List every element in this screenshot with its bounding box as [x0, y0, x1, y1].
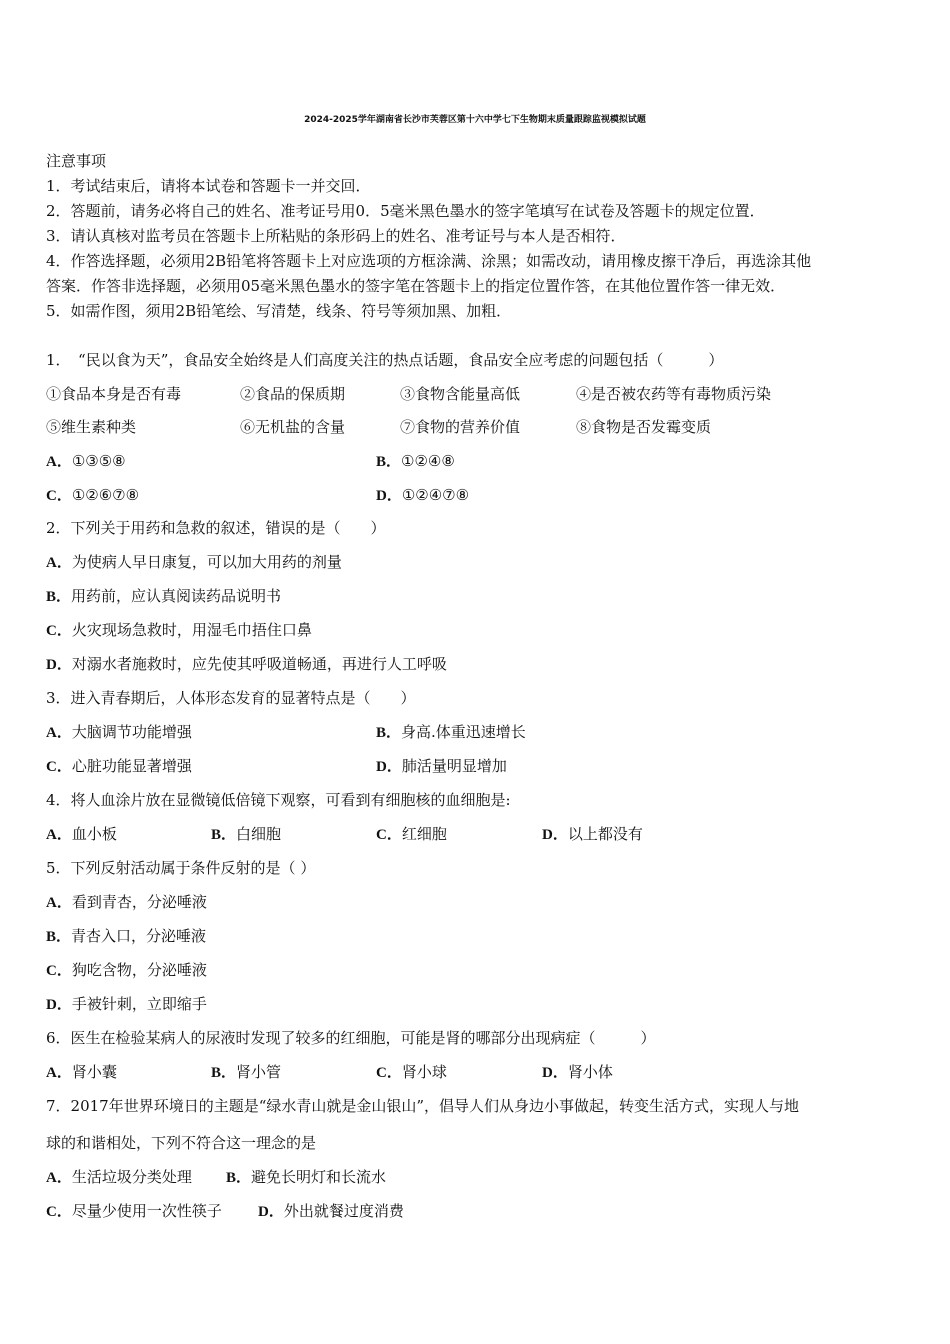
q1-item: ⑦食物的营养价值: [400, 418, 521, 436]
q5-option-b: [46, 927, 206, 946]
question-2-stem: 2．下列关于用药和急救的叙述，错误的是（ ）: [46, 519, 386, 537]
question-5-stem: 5．下列反射活动属于条件反射的是（ ）: [46, 859, 316, 877]
option-label: A．: [46, 555, 72, 571]
option-text: 尽量少使用一次性筷子: [71, 1202, 222, 1220]
option-label: D．: [376, 759, 402, 775]
q2-option-c: [46, 621, 312, 640]
note-item: 答案．作答非选择题，必须用05毫米黑色墨水的签字笔在答题卡上的指定位置作答，在其他位置作答一律无效．: [46, 277, 786, 295]
q7-option-a: [46, 1168, 192, 1187]
option-text: 狗吃含物，分泌唾液: [71, 961, 207, 979]
option-label: D．: [542, 827, 568, 843]
option-text: ①③⑤⑧: [71, 452, 126, 470]
q3-option-c: [46, 757, 192, 776]
option-label: A．: [46, 1170, 72, 1186]
q1-item: ⑤维生素种类: [46, 418, 137, 436]
note-item: 1．考试结束后，请将本试卷和答题卡一并交回．: [46, 177, 371, 195]
question-4-stem: 4．将人血涂片放在显微镜低倍镜下观察，可看到有细胞核的血细胞是:: [46, 791, 511, 809]
q3-option-a: [46, 723, 192, 742]
option-label: B．: [211, 827, 237, 843]
question-7-stem: 7．2017年世界环境日的主题是“绿水青山就是金山银山”，倡导人们从身边小事做起，转变生活方式，实现人与地: [46, 1097, 800, 1115]
option-text: 大脑调节功能增强: [71, 723, 192, 741]
option-text: 肾小体: [567, 1063, 613, 1081]
option-label: A．: [46, 895, 72, 911]
option-label: C．: [46, 488, 72, 504]
option-text: ①②④⑦⑧: [401, 486, 470, 504]
option-label: B．: [226, 1170, 252, 1186]
note-item: 5．如需作图，须用2B铅笔绘、写清楚，线条、符号等须加黑、加粗．: [46, 302, 512, 320]
q1-option-a: [46, 452, 126, 471]
q6-option-c: [376, 1063, 447, 1082]
option-label: D．: [258, 1204, 284, 1220]
q4-option-d: [542, 825, 643, 844]
option-label: C．: [46, 963, 72, 979]
option-text: 肾小管: [236, 1063, 282, 1081]
option-label: B．: [376, 454, 402, 470]
question-3-stem: 3．进入青春期后，人体形态发育的显著特点是（ ）: [46, 689, 416, 707]
q4-option-a: [46, 825, 117, 844]
q5-option-c: [46, 961, 207, 980]
option-label: A．: [46, 454, 72, 470]
q1-option-c: [46, 486, 139, 505]
option-label: D．: [376, 488, 402, 504]
option-text: 心脏功能显著增强: [71, 757, 192, 775]
q2-option-b: [46, 587, 281, 606]
q4-option-c: [376, 825, 447, 844]
option-text: 对溺水者施救时，应先使其呼吸道畅通，再进行人工呼吸: [71, 655, 447, 673]
q1-item: ⑥无机盐的含量: [240, 418, 346, 436]
option-label: A．: [46, 725, 72, 741]
option-text: 白细胞: [236, 825, 282, 843]
option-label: B．: [46, 589, 72, 605]
note-item: 2．答题前，请务必将自己的姓名、准考证号用0．5毫米黑色墨水的签字笔填写在试卷及答题卡的规定位置．: [46, 202, 765, 220]
q2-option-a: [46, 553, 342, 572]
q7-option-c: [46, 1202, 222, 1221]
q1-option-d: [376, 486, 469, 505]
option-text: 红细胞: [401, 825, 447, 843]
q1-item: ②食品的保质期: [240, 385, 346, 403]
option-label: D．: [46, 657, 72, 673]
option-text: ①②④⑧: [401, 452, 455, 470]
option-label: B．: [211, 1065, 237, 1081]
option-text: 避免长明灯和长流水: [251, 1168, 387, 1186]
q3-option-d: [376, 757, 507, 776]
option-label: B．: [46, 929, 72, 945]
option-label: B．: [376, 725, 402, 741]
option-label: A．: [46, 827, 72, 843]
option-text: 身高.体重迅速增长: [401, 723, 526, 741]
q3-option-b: [376, 723, 526, 742]
question-6-stem: 6．医生在检验某病人的尿液时发现了较多的红细胞，可能是肾的哪部分出现病症（ ）: [46, 1029, 656, 1047]
option-text: 为使病人早日康复，可以加大用药的剂量: [71, 553, 342, 571]
option-label: D．: [542, 1065, 568, 1081]
option-text: 肾小球: [401, 1063, 447, 1081]
option-text: 肾小囊: [71, 1063, 117, 1081]
q1-item: ①食品本身是否有毒: [46, 385, 182, 403]
option-label: C．: [376, 1065, 402, 1081]
q1-item: ④是否被农药等有毒物质污染: [576, 385, 772, 403]
note-item: 3．请认真核对监考员在答题卡上所粘贴的条形码上的姓名、准考证号与本人是否相符．: [46, 227, 626, 245]
option-text: 生活垃圾分类处理: [71, 1168, 192, 1186]
page-title: 2024-2025学年湖南省长沙市芙蓉区第十六中学七下生物期末质量跟踪监视模拟试题: [304, 115, 646, 125]
option-text: 血小板: [71, 825, 117, 843]
question-1-stem: 1． “民以食为天”，食品安全始终是人们高度关注的热点话题，食品安全应考虑的问题包括（ ）: [46, 351, 724, 369]
note-item: 4．作答选择题，必须用2B铅笔将答题卡上对应选项的方框涂满、涂黑；如需改动，请用橡皮擦干净后，再选涂其他: [46, 252, 812, 270]
q6-option-b: [211, 1063, 281, 1082]
q1-option-b: [376, 452, 455, 471]
option-text: 火灾现场急救时，用湿毛巾捂住口鼻: [71, 621, 312, 639]
notes-heading: 注意事项: [46, 152, 107, 170]
option-text: 外出就餐过度消费: [283, 1202, 404, 1220]
q4-option-b: [211, 825, 281, 844]
option-label: A．: [46, 1065, 72, 1081]
option-label: D．: [46, 997, 72, 1013]
option-label: C．: [46, 623, 72, 639]
question-7-stem-continued: 球的和谐相处，下列不符合这一理念的是: [46, 1134, 317, 1152]
option-label: C．: [46, 1204, 72, 1220]
option-text: 用药前，应认真阅读药品说明书: [71, 587, 282, 605]
q6-option-a: [46, 1063, 117, 1082]
option-text: 以上都没有: [567, 825, 643, 843]
q5-option-a: [46, 893, 207, 912]
q2-option-d: [46, 655, 447, 674]
q5-option-d: [46, 995, 207, 1014]
option-label: C．: [376, 827, 402, 843]
option-text: ①②⑥⑦⑧: [71, 486, 140, 504]
option-text: 青杏入口，分泌唾液: [71, 927, 207, 945]
option-text: 手被针刺，立即缩手: [71, 995, 207, 1013]
q1-item: ③食物含能量高低: [400, 385, 521, 403]
option-label: C．: [46, 759, 72, 775]
option-text: 看到青杏，分泌唾液: [71, 893, 207, 911]
q6-option-d: [542, 1063, 613, 1082]
q7-option-b: [226, 1168, 386, 1187]
option-text: 肺活量明显增加: [401, 757, 507, 775]
q7-option-d: [258, 1202, 404, 1221]
q1-item: ⑧食物是否发霉变质: [576, 418, 712, 436]
